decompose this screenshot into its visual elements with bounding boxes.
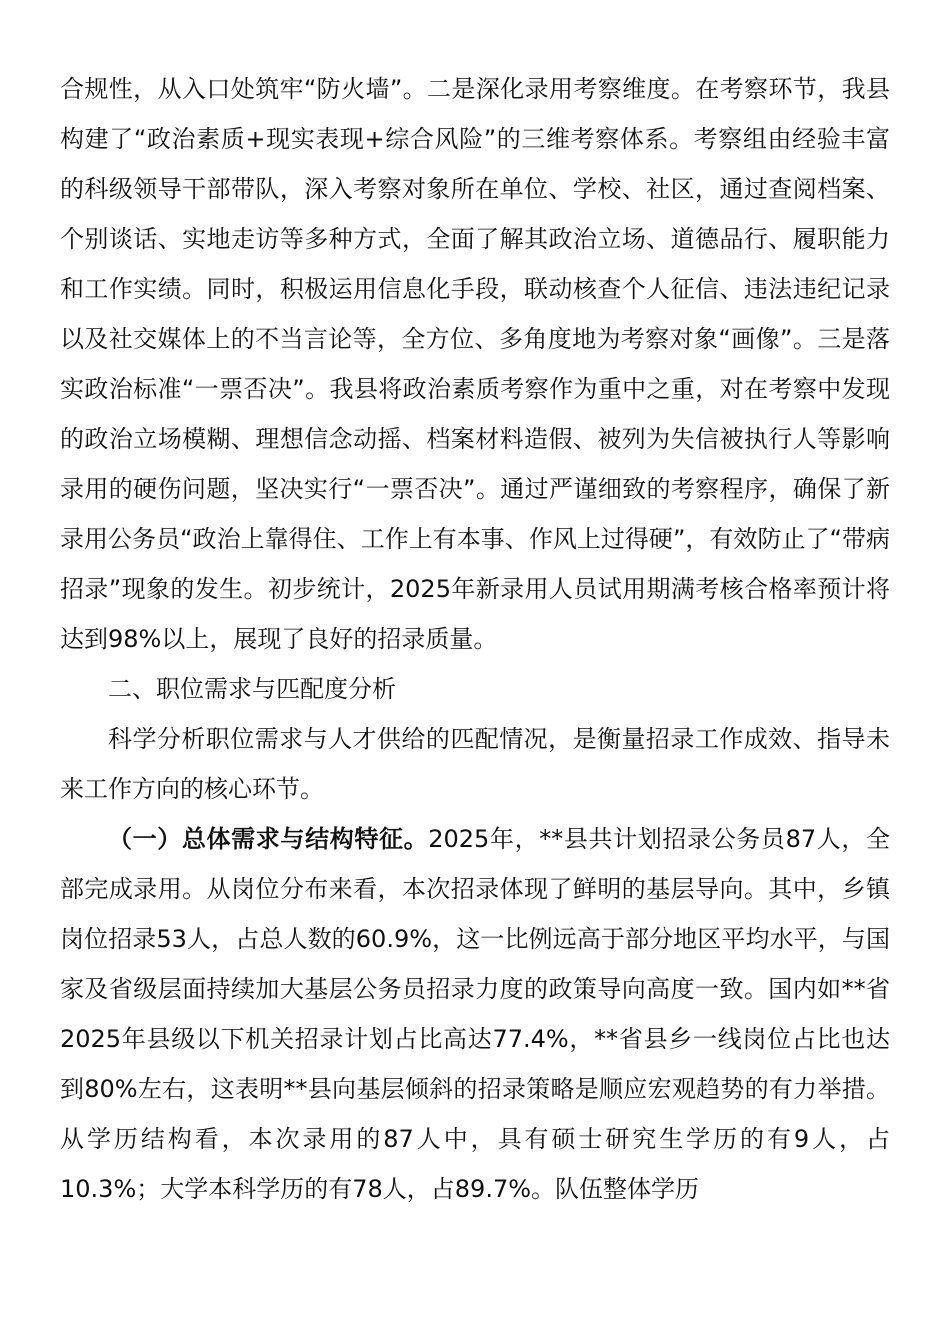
section-heading: 二、职位需求与匹配度分析 [108, 675, 396, 703]
subsection-text: 2025年，**县共计划招录公务员87人，全部完成录用。从岗位分布来看，本次招录体现了鲜明的基层导向。其中，乡镇岗位招录53人，占总人数的60.9%，这一比例远高于部分地区平均水平，与国家及省级层面持续加大基层公务员招录力度的政策导向高度一致。国内如**省2025年县级以下机关招录计划占比高达77.4%，**省县乡一线岗位占比也达到80%左右，这表明**县向基层倾斜的招录策略是顺应宏观趋势的有力举措。从学历结构看，本次录用的87人中，具有硕士研究生学历的有9人，占10.3%；大学本科学历的有78人，占89.7%。队伍整体学历 [60, 825, 891, 1203]
body-paragraph: 科学分析职位需求与人才供给的匹配情况，是衡量招录工作成效、指导未来工作方向的核心环节。 [60, 725, 890, 803]
subsection-lead: （一）总体需求与结构特征。 [108, 825, 429, 853]
body-paragraph: 合规性，从入口处筑牢“防火墙”。二是深化录用考察维度。在考察环节，我县构建了“政治素质+现实表现+综合风险”的三维考察体系。考察组由经验丰富的科级领导干部带队，深入考察对象所在单位、学校、社区，通过查阅档案、个别谈话、实地走访等多种方式，全面了解其政治立场、道德品行、履职能力和工作实绩。同时，积极运用信息化手段，联动核查个人征信、违法违纪记录以及社交媒体上的不当言论等，全方位、多角度地为考察对象“画像”。三是落实政治标准“一票否决”。我县将政治素质考察作为重中之重，对在考察中发现的政治立场模糊、理想信念动摇、档案材料造假、被列为失信被执行人等影响录用的硬伤问题，坚决实行“一票否决”。通过严谨细致的考察程序，确保了新录用公务员“政治上靠得住、工作上有本事、作风上过得硬”，有效防止了“带病招录”现象的发生。初步统计，2025年新录用人员试用期满考核合格率预计将达到98%以上，展现了良好的招录质量。 [60, 75, 890, 653]
document-body [60, 64, 890, 1214]
body-paragraph [60, 814, 890, 1214]
